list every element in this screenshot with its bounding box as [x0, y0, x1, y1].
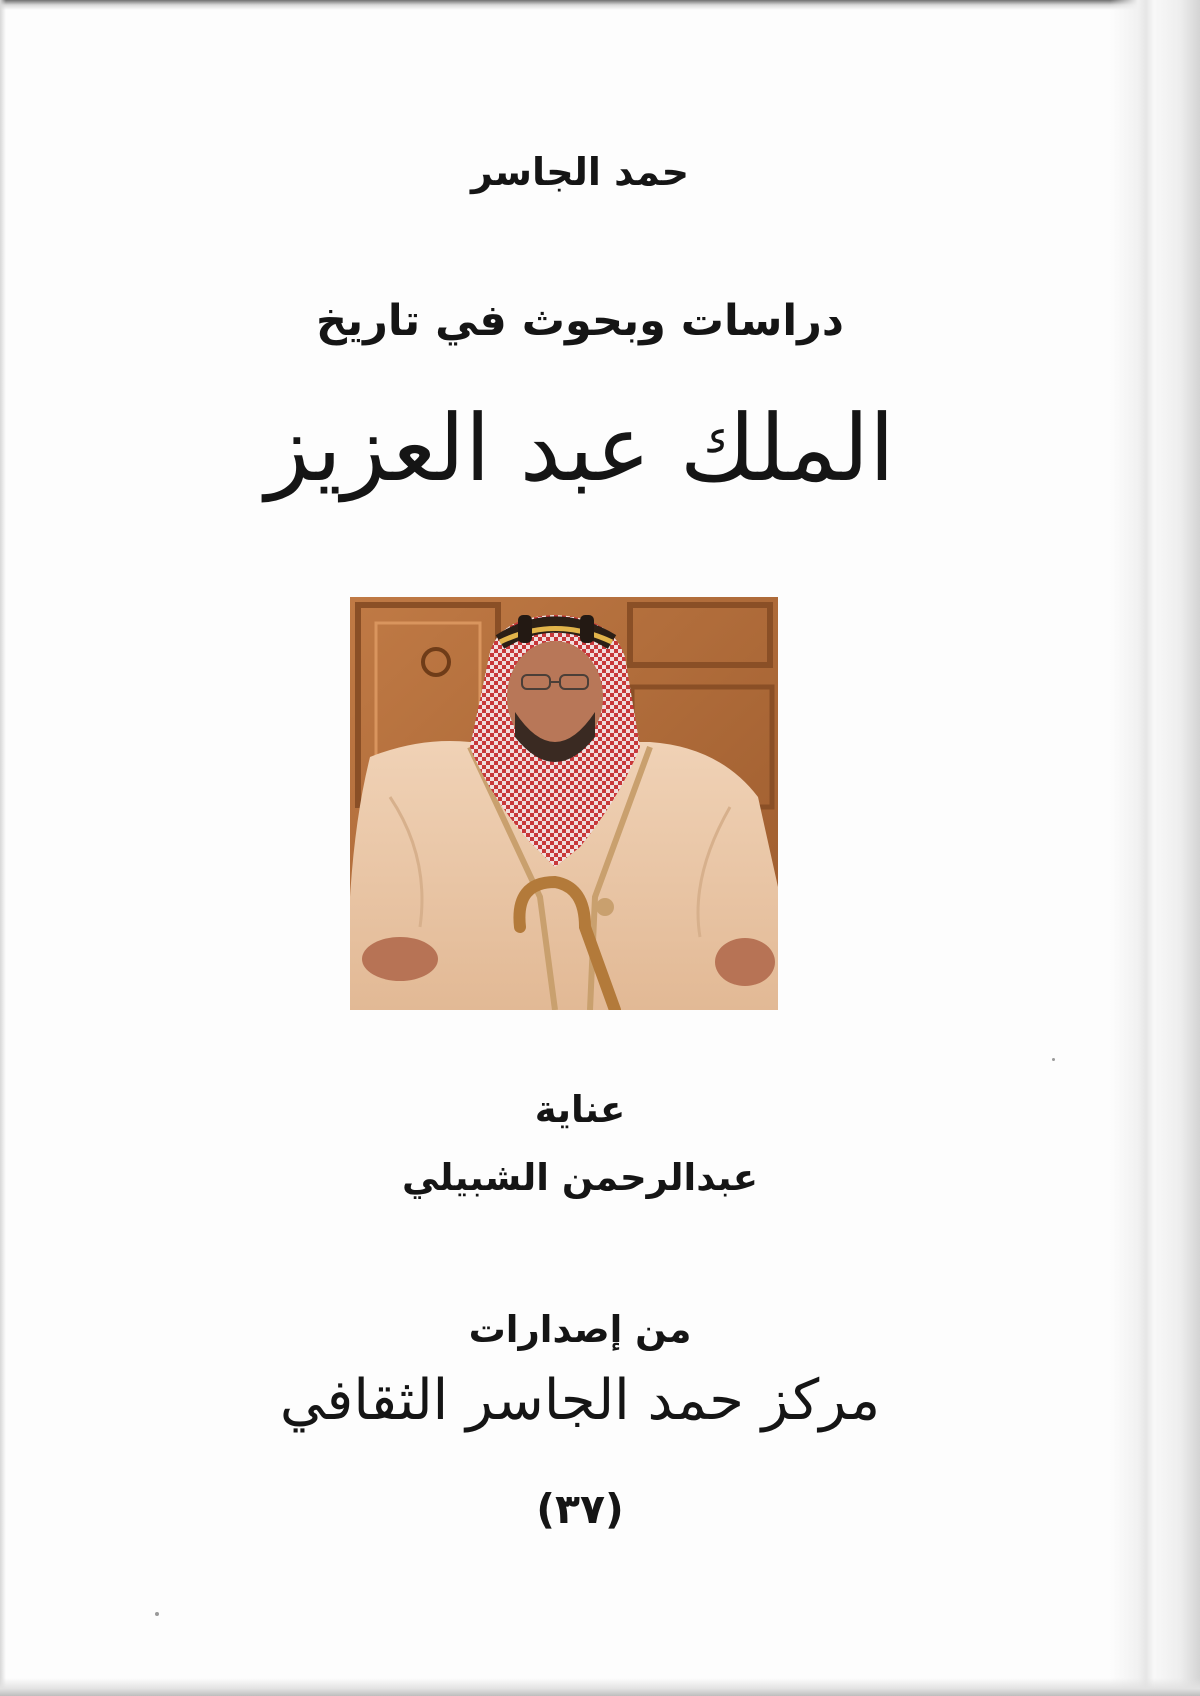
- book-title: الملك عبد العزيز: [265, 395, 895, 502]
- scan-edge-top: [0, 0, 1200, 10]
- scan-edge-right: [1110, 0, 1200, 1696]
- publisher-label: من إصدارات: [468, 1308, 692, 1351]
- scan-edge-bottom: [0, 1678, 1200, 1696]
- scan-speck: [1052, 1058, 1055, 1061]
- scan-edge-left: [0, 0, 6, 1696]
- author-name: حمد الجاسر: [471, 150, 689, 194]
- editor-name: عبدالرحمن الشبيلي: [402, 1156, 758, 1199]
- book-subtitle: دراسات وبحوث في تاريخ: [316, 296, 844, 346]
- series-number: (٣٧): [536, 1485, 624, 1533]
- publisher-name: مركز حمد الجاسر الثقافي: [279, 1368, 881, 1433]
- scan-speck: [155, 1612, 159, 1616]
- portrait-photo: [350, 597, 778, 1010]
- editor-label: عناية: [534, 1088, 626, 1131]
